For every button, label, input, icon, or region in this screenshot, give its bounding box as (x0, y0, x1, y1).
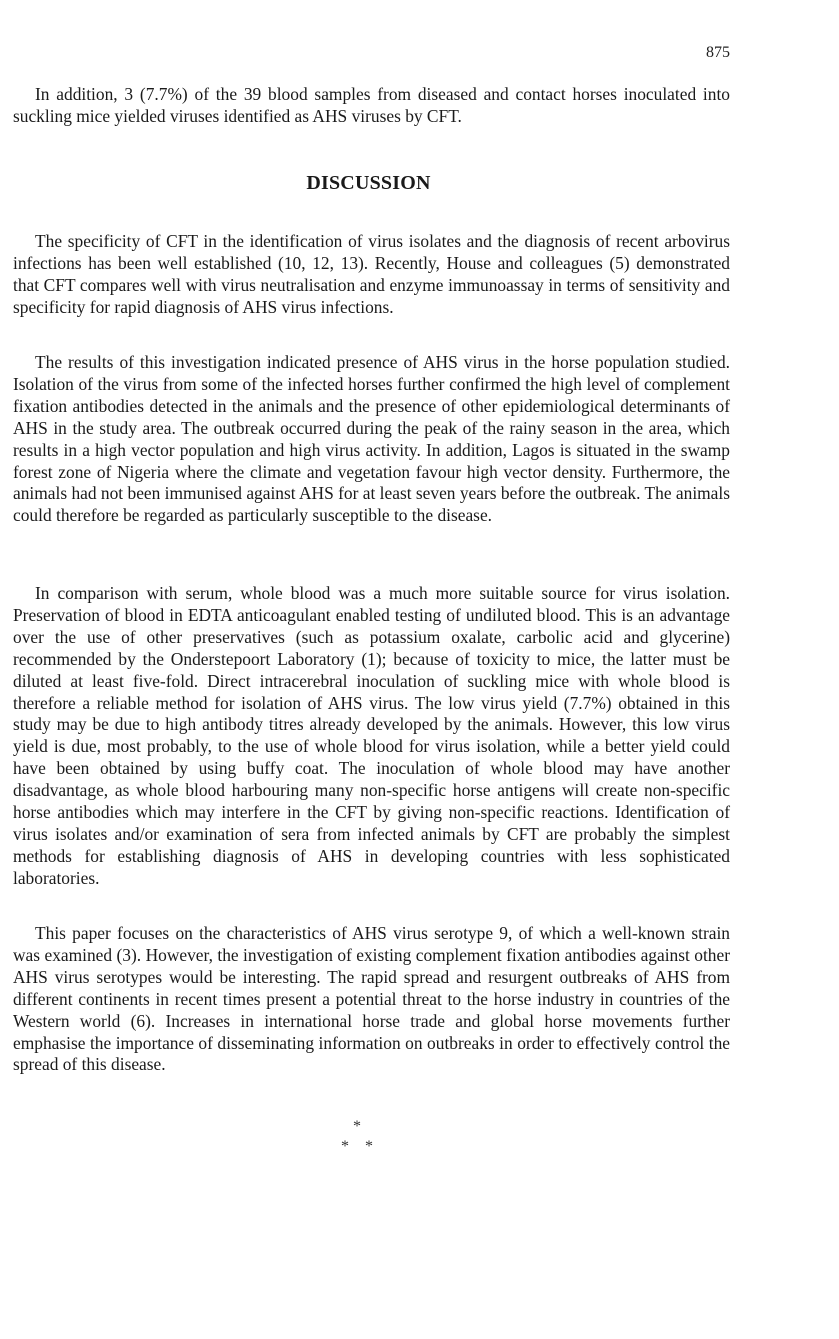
page-number: 875 (706, 44, 730, 61)
intro-paragraph-block (13, 84, 730, 128)
discussion-paragraph: The specificity of CFT in the identification of virus isolates and the diagnosis of recent arbovirus infections has been well established (10, 12, 13). Recently, House and colleagues (5) demonstrated that CFT compares well with virus neutralisation and enzyme immunoassay in terms of sensitivity and specificity for rapid diagnosis of AHS virus infections. (13, 231, 730, 317)
discussion-paragraph-4-block (13, 923, 730, 1076)
discussion-paragraph-2-block (13, 352, 730, 527)
end-asterisk-bottom: * * (341, 1138, 379, 1155)
discussion-paragraph: In comparison with serum, whole blood was a much more suitable source for virus isolation. Preservation of blood in EDTA anticoagulant enabled testing of undiluted blood. This is an advantage over the use of other preservatives (such as potassium oxalate, carbolic acid and glycerine) recommended by the Onderstepoort Laboratory (1); because of toxicity to mice, the latter must be diluted at least five-fold. Direct intracerebral inoculation of suckling mice with whole blood is therefore a reliable method for isolation of AHS virus. The low virus yield (7.7%) obtained in this study may be due to high antibody titres already developed by the animals. However, this low virus yield is due, most probably, to the use of whole blood for virus isolation, while a better yield could have been obtained by using buffy coat. The inoculation of whole blood may have another disadvantage, as whole blood harbouring many non-specific horse antigens will create non-specific horse antibodies which may interfere in the CFT by giving non-specific reactions. Identification of virus isolates and/or examination of sera from infected animals by CFT are probably the simplest methods for establishing diagnosis of AHS in developing countries with less sophisticated laboratories. (13, 583, 730, 888)
discussion-paragraph: This paper focuses on the characteristics of AHS virus serotype 9, of which a well-known strain was examined (3). However, the investigation of existing complement fixation antibodies against other AHS virus serotypes would be interesting. The rapid spread and resurgent outbreaks of AHS from different continents in recent times present a potential threat to the horse industry in countries of the Western world (6). Increases in international horse trade and global horse movements further emphasise the importance of disseminating information on outbreaks in order to effectively control the spread of this disease. (13, 923, 730, 1075)
section-heading-discussion: DISCUSSION (306, 172, 431, 194)
discussion-paragraph-3-block (13, 583, 730, 890)
end-asterisk-top: * (353, 1118, 367, 1135)
discussion-paragraph: The results of this investigation indicated presence of AHS virus in the horse population studied. Isolation of the virus from some of the infected horses further confirmed the high level of complement fixation antibodies detected in the animals and the presence of other epidemiological determinants of AHS in the study area. The outbreak occurred during the peak of the rainy season in the area, which results in a high vector population and high virus activity. In addition, Lagos is situated in the swamp forest zone of Nigeria where the climate and vegetation favour high vector density. Furthermore, the animals had not been immunised against AHS for at least seven years before the outbreak. The animals could therefore be regarded as particularly susceptible to the disease. (13, 352, 730, 526)
discussion-paragraph-1-block (13, 231, 730, 319)
intro-paragraph: In addition, 3 (7.7%) of the 39 blood samples from diseased and contact horses inoculated into suckling mice yielded viruses identified as AHS viruses by CFT. (13, 84, 730, 126)
